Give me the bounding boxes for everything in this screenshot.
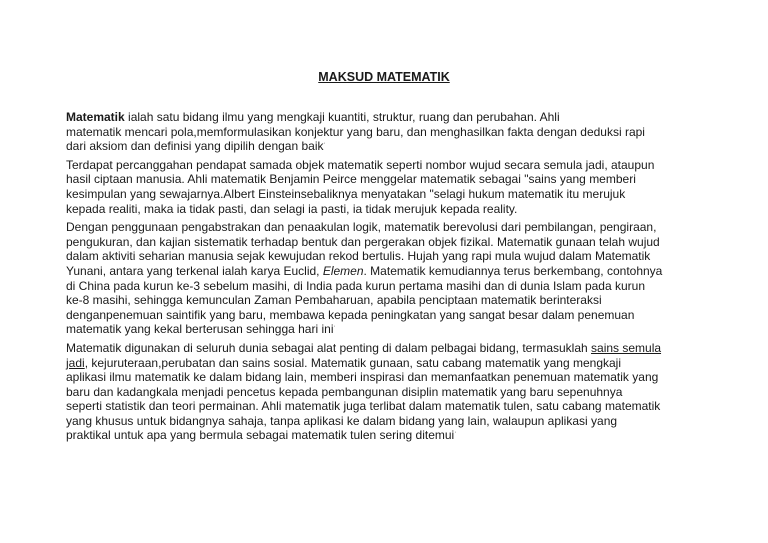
line-text: kepada realiti, maka ia tidak pasti, dan selagi ia pasti, ia tidak merujuk kepada reality. bbox=[66, 201, 518, 216]
text-line bbox=[66, 158, 706, 173]
text-line bbox=[66, 172, 706, 187]
paragraph-2 bbox=[66, 158, 706, 216]
line-text: seperti statistik dan teori permainan. Ahli matematik juga terlibat dalam matematik tulen, satu cabang matematik bbox=[66, 399, 661, 414]
text-line bbox=[66, 322, 706, 337]
line-text: Yunani, antara yang terkenal ialah karya Euclid, bbox=[66, 263, 323, 278]
sains-semula-jadi-link[interactable]: sains semula bbox=[591, 340, 662, 355]
line-text: . Matematik kemudiannya terus berkembang, contohnya bbox=[363, 263, 663, 278]
line-text: , kejuruteraan,perubatan dan sains sosial. Matematik gunaan, satu cabang matematik yang mengkaji bbox=[84, 355, 622, 370]
text-line bbox=[66, 356, 706, 371]
document-title: MAKSUD MATEMATIK bbox=[318, 70, 450, 84]
line-text: pengukuran, dan kajian sistematik terhadap bentuk dan pergerakan objek fizikal. Matematik gunaan telah wujud bbox=[66, 234, 660, 249]
text-line bbox=[66, 370, 706, 385]
paragraph-1 bbox=[66, 110, 706, 154]
text-line bbox=[66, 279, 706, 294]
text-line bbox=[66, 264, 706, 279]
line-text: ialah satu bidang ilmu yang mengkaji kuantiti, struktur, ruang dan perubahan. Ahli bbox=[124, 110, 560, 124]
line-text: ke-8 masihi, sehingga kemunculan Zaman Pembaharuan, apabila penciptaan matematik berinteraksi bbox=[66, 293, 602, 308]
line-text: matematik mencari pola,memformulasikan konjektur yang baru, dan menghasilkan fakta dengan deduksi rapi bbox=[66, 124, 645, 139]
text-line bbox=[66, 202, 706, 217]
line-text: kesimpulan yang sewajarnya.Albert Einsteinsebaliknya menyatakan "selagi hukum matematik itu merujuk bbox=[66, 186, 626, 201]
text-line bbox=[66, 414, 706, 429]
book-title-italic: Elemen bbox=[322, 263, 364, 278]
sains-semula-jadi-link[interactable]: jadi bbox=[66, 355, 85, 370]
text-line bbox=[66, 235, 706, 250]
text-line bbox=[66, 187, 706, 202]
line-text: Matematik digunakan di seluruh dunia sebagai alat penting di dalam pelbagai bidang, termasuklah bbox=[66, 340, 592, 355]
line-text: Terdapat percanggahan pendapat samada objek matematik seperti nombor wujud secara semula jadi, ataupun bbox=[66, 157, 655, 172]
text-line bbox=[66, 125, 706, 140]
line-text: yang khusus untuk bidangnya sahaja, tanpa aplikasi ke dalam bidang yang lain, walaupun aplikasi yang bbox=[66, 413, 618, 428]
text-line bbox=[66, 341, 706, 356]
line-text: baru dan kadangkala menjadi pencetus kepada pembangunan disiplin matematik yang baru sepenuhnya bbox=[66, 384, 623, 399]
text-line bbox=[66, 385, 706, 400]
line-text: aplikasi ilmu matematik ke dalam bidang lain, memberi inspirasi dan memanfaatkan penemuan matematik yang bbox=[66, 370, 659, 385]
line-text: dari aksiom dan definisi yang dipilih dengan baik bbox=[66, 139, 324, 154]
footnote-tick: · bbox=[323, 140, 326, 148]
text-line bbox=[66, 139, 706, 154]
text-line bbox=[66, 399, 706, 414]
text-line bbox=[66, 308, 706, 323]
document-body bbox=[66, 110, 706, 447]
text-line bbox=[66, 428, 706, 443]
line-text: praktikal untuk apa yang bermula sebagai matematik tulen sering ditemui bbox=[66, 428, 455, 443]
line-text: matematik yang kekal berterusan sehingga hari ini bbox=[66, 322, 334, 337]
line-text: hasil ciptaan manusia. Ahli matematik Benjamin Peirce menggelar matematik sebagai "sains yang memberi bbox=[66, 172, 636, 187]
term-bold: Matematik bbox=[66, 110, 125, 124]
footnote-tick: · bbox=[454, 429, 457, 437]
text-line bbox=[66, 293, 706, 308]
text-line bbox=[66, 249, 706, 264]
line-text: Dengan penggunaan pengabstrakan dan penaakulan logik, matematik berevolusi dari pembilangan, pengiraan, bbox=[66, 220, 657, 235]
line-text: denganpenemuan saintifik yang baru, membawa kepada peningkatan yang sangat besar dalam penemuan bbox=[66, 307, 635, 322]
text-line bbox=[66, 220, 706, 235]
text-line bbox=[66, 110, 706, 125]
line-text: di China pada kurun ke-3 sebelum masihi, di India pada kurun pertama masihi dan di dunia Islam pada kurun bbox=[66, 278, 646, 293]
paragraph-4 bbox=[66, 341, 706, 443]
line-text: dalam aktiviti seharian manusia sejak kewujudan rekod bertulis. Hujah yang rapi mula wujud dalam Matematik bbox=[66, 249, 651, 264]
paragraph-3 bbox=[66, 220, 706, 337]
footnote-tick: · bbox=[333, 323, 336, 331]
